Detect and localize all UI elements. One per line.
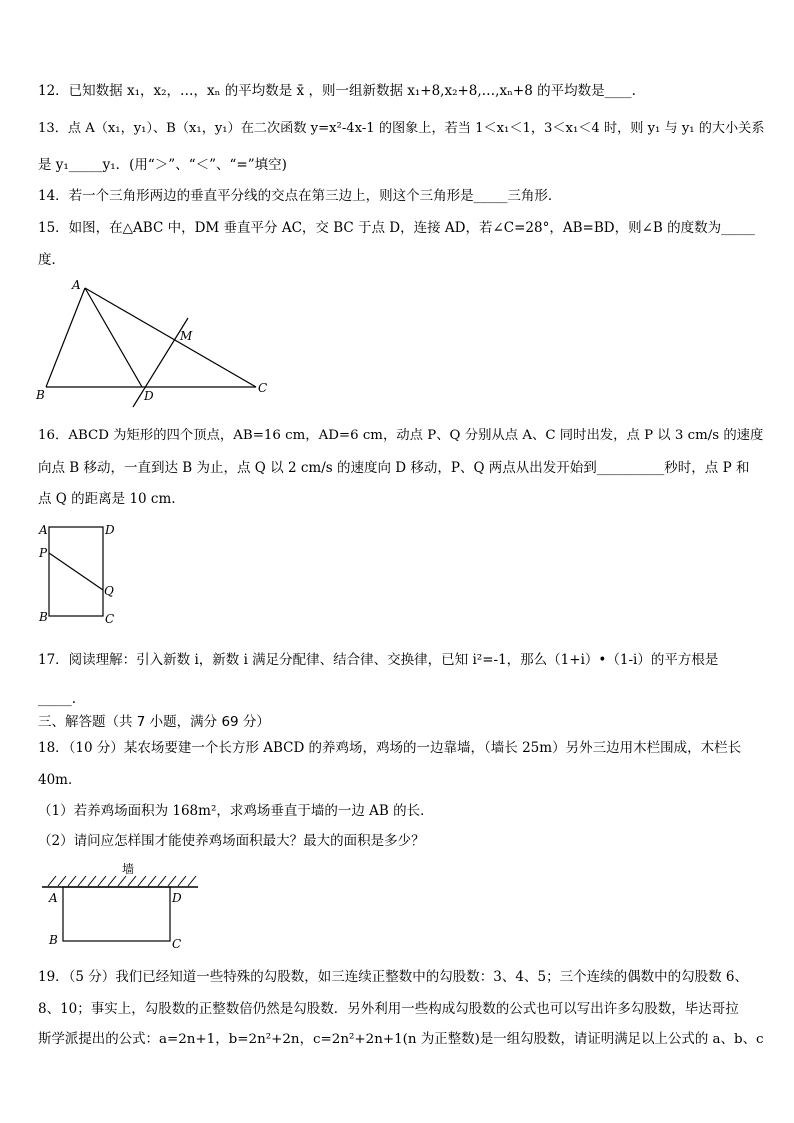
- q14-text: 14．若一个三角形两边的垂直平分线的交点在第三边上，则这个三角形是_____三角形．: [38, 188, 562, 204]
- label-c: C: [105, 612, 115, 626]
- label-d: D: [105, 523, 115, 537]
- q18-line1: 18．（10 分）某农场要建一个长方形 ABCD 的养鸡场，鸡场的一边靠墙，（墙长 25m）另外三边用木栏围成，木栏长: [38, 740, 742, 756]
- label-m: M: [180, 329, 193, 343]
- coop-rectangle: [63, 887, 170, 941]
- q17-line1: 17．阅读理解：引入新数 i，新数 i 满足分配律、结合律、交换律，已知 i²=-1，那么（1+i）•（1-i）的平方根是: [38, 652, 719, 668]
- q16-line1: 16．ABCD 为矩形的四个顶点，AB=16 cm，AD=6 cm，动点 P、Q 分别从点 A、C 同时出发，点 P 以 3 cm/s 的速度: [38, 428, 764, 443]
- label-p: P: [39, 546, 48, 560]
- label-d: D: [144, 389, 154, 403]
- segment-ab: [46, 288, 85, 387]
- label-a: A: [49, 891, 58, 905]
- segment-ac: [85, 288, 256, 387]
- label-a: A: [39, 523, 48, 537]
- label-c: C: [172, 937, 182, 951]
- q19-line3: 斯学派提出的公式：a=2n+1，b=2n²+2n，c=2n²+2n+1(n 为正整数)是一组勾股数，请证明满足以上公式的 a、b、c: [38, 1032, 764, 1047]
- q18-part1: （1）若养鸡场面积为 168m²，求鸡场垂直于墙的一边 AB 的长．: [38, 803, 434, 819]
- q19-line1: 19．（5 分）我们已经知道一些特殊的勾股数，如三连续正整数中的勾股数：3、4、5；三个连续的偶数中的勾股数 6、: [38, 969, 748, 985]
- q16-line3: 点 Q 的距离是 10 cm.: [38, 491, 176, 507]
- q18-line2: 40m．: [38, 772, 82, 788]
- label-d: D: [172, 891, 182, 905]
- label-c: C: [258, 381, 268, 395]
- q19-line2: 8、10；事实上，勾股数的正整数倍仍然是勾股数．另外利用一些构成勾股数的公式也可以写出许多勾股数，毕达哥拉: [38, 1001, 739, 1017]
- q17-line2: _____.: [38, 691, 77, 707]
- label-b: B: [36, 388, 45, 402]
- segment-pq: [49, 553, 103, 590]
- q16-rectangle-figure: [30, 518, 130, 630]
- label-a: A: [72, 278, 81, 292]
- q18-chicken-coop-figure: [36, 860, 206, 952]
- q15-line1: 15．如图，在△ABC 中，DM 垂直平分 AC，交 BC 于点 D，连接 AD，若∠C=28°，AB=BD，则∠B 的度数为_____: [38, 220, 755, 236]
- q15-line2: 度．: [38, 252, 65, 268]
- section-heading: 三、解答题（共 7 小题，满分 69 分）: [38, 714, 270, 730]
- label-b: B: [49, 933, 58, 947]
- label-b: B: [39, 610, 48, 624]
- q16-line2: 向点 B 移动，一直到达 B 为止，点 Q 以 2 cm/s 的速度向 D 移动，P、Q 两点从出发开始到__________秒时，点 P 和: [38, 460, 750, 476]
- q13-line2: 是 y₁_____y₁．(用“＞”、“＜”、“=”填空): [38, 157, 287, 173]
- q12-text: 12．已知数据 x₁，x₂，…，xₙ 的平均数是 x̄ ，则一组新数据 x₁+8,x₂+8,…,xₙ+8 的平均数是____.: [38, 83, 636, 99]
- q18-part2: （2）请问应怎样围才能使养鸡场面积最大？最大的面积是多少？: [38, 833, 425, 849]
- q15-triangle-figure: [30, 276, 280, 411]
- q13-line1: 13．点 A（x₁，y₁）、B（x₁，y₁）在二次函数 y=x²-4x-1 的图象上，若当 1＜x₁＜1，3＜x₁＜4 时，则 y₁ 与 y₁ 的大小关系: [38, 121, 765, 136]
- wall-label: 墙: [122, 862, 135, 876]
- segment-ad: [85, 288, 142, 387]
- label-q: Q: [104, 584, 114, 598]
- wall-hatching: [48, 876, 196, 886]
